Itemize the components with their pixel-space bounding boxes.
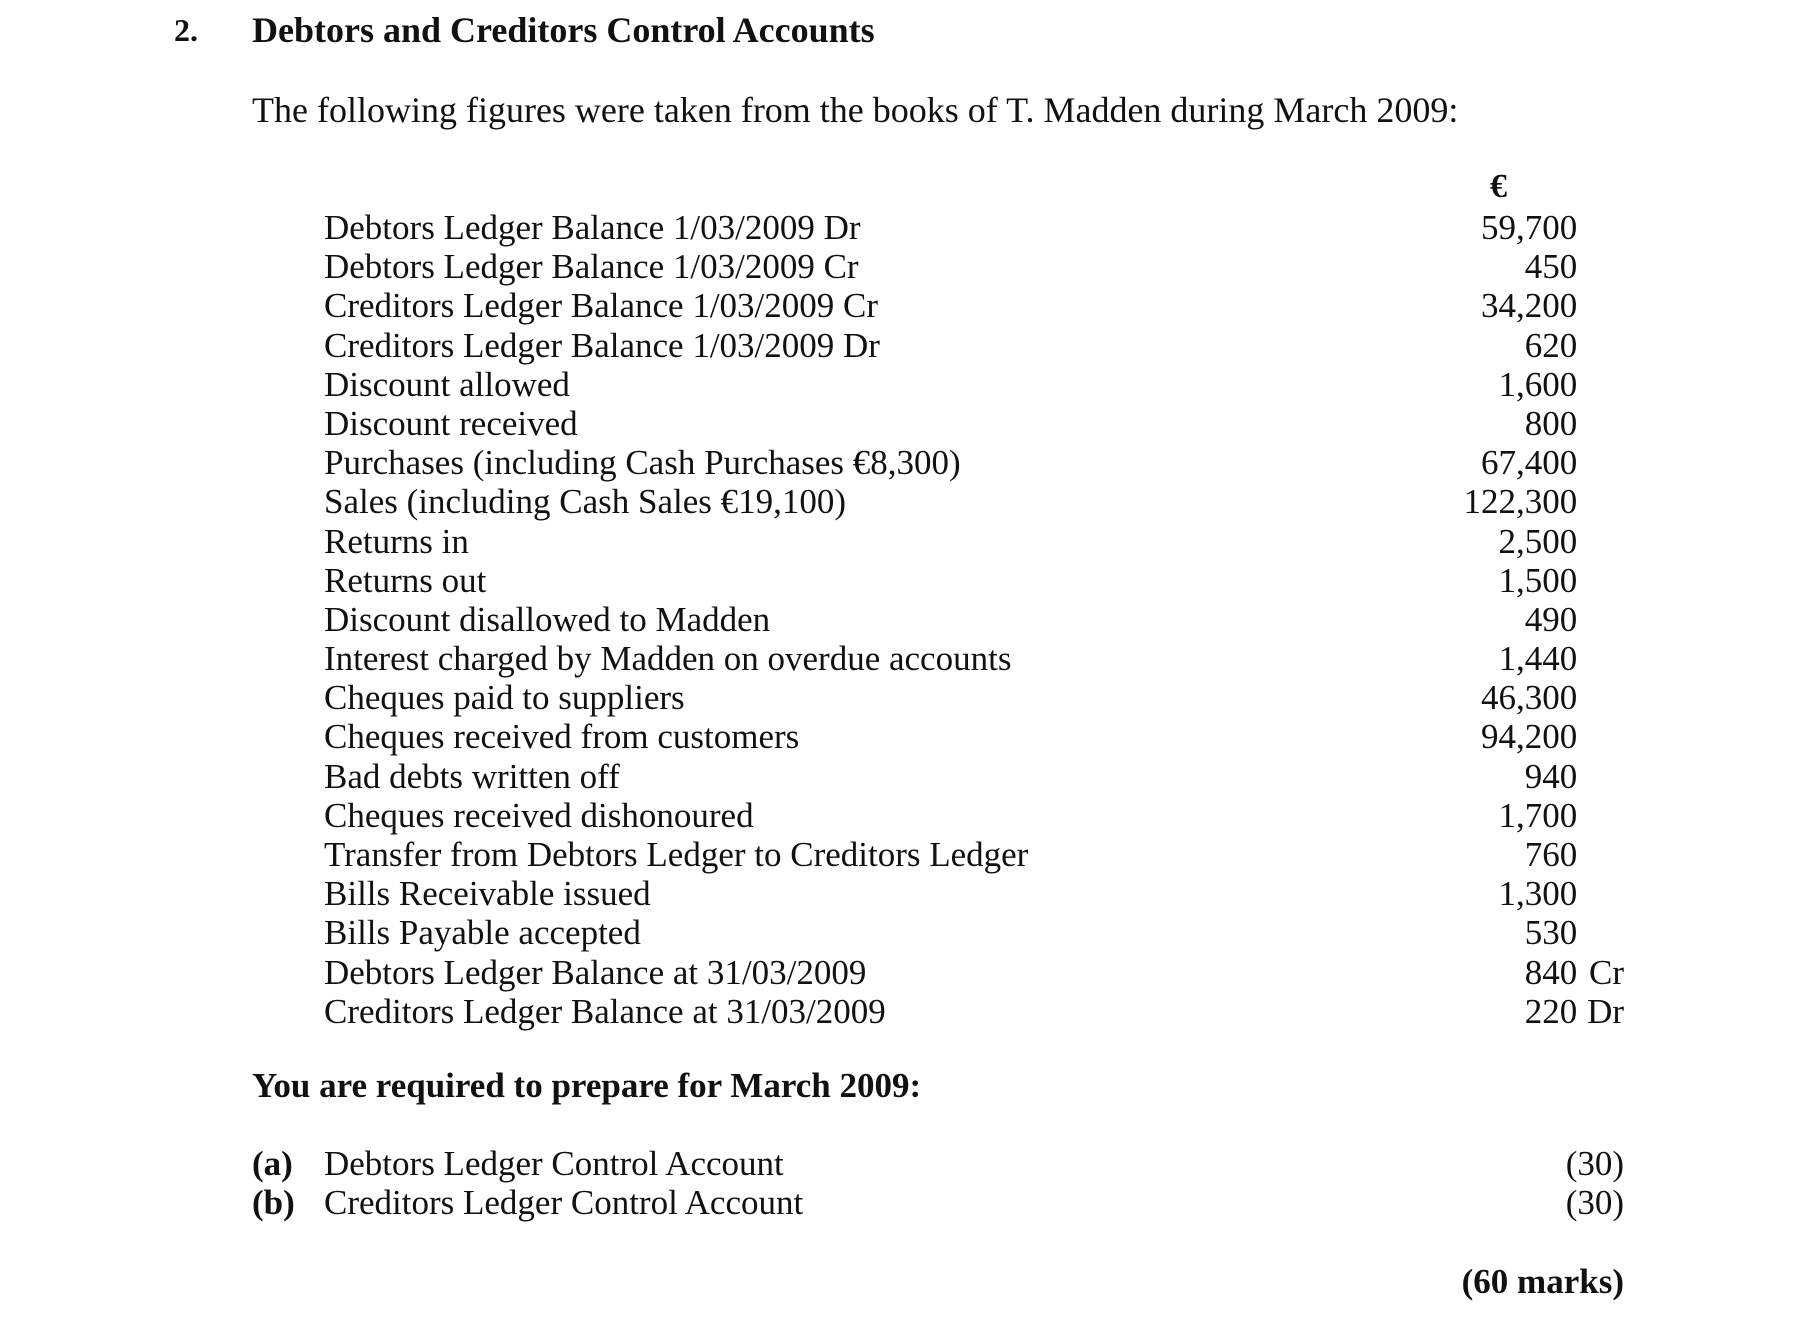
figure-row [324, 835, 1624, 874]
requirement-letter: (b) [252, 1183, 295, 1223]
requirements-list [252, 1144, 1624, 1222]
requirement-item [252, 1183, 1624, 1222]
figure-amount-suffix: Cr [1589, 952, 1624, 992]
figure-row [324, 404, 1624, 443]
figure-amount-value: 1,500 [1498, 560, 1578, 600]
figure-row [324, 208, 1624, 247]
figure-row [324, 913, 1624, 952]
figure-label: Debtors Ledger Balance at 31/03/2009 [324, 952, 867, 992]
figure-row [324, 600, 1624, 639]
figures-list [324, 208, 1624, 1031]
figure-label: Cheques received from customers [324, 717, 800, 757]
figure-amount [1324, 561, 1624, 600]
figure-row [324, 757, 1624, 796]
figure-label: Bad debts written off [324, 756, 620, 796]
figure-amount [1324, 953, 1624, 992]
figure-amount-value: 450 [1524, 247, 1578, 287]
figure-amount-value: 2,500 [1498, 521, 1578, 561]
figure-amount [1324, 404, 1624, 443]
figure-row [324, 953, 1624, 992]
figure-amount-value: 530 [1524, 913, 1578, 953]
figure-amount [1324, 600, 1624, 639]
figure-amount-value: 1,300 [1498, 874, 1578, 914]
question-number: 2. [174, 12, 198, 48]
currency-symbol: € [1490, 168, 1507, 205]
requirement-marks: (30) [1565, 1144, 1624, 1183]
requirement-marks: (30) [1565, 1183, 1624, 1223]
figure-label: Creditors Ledger Balance 1/03/2009 Cr [324, 286, 879, 326]
figure-amount-value: 94,200 [1481, 717, 1578, 757]
figure-amount-value: 940 [1524, 756, 1578, 796]
figure-row [324, 992, 1624, 1031]
figure-label: Returns out [324, 560, 487, 600]
figure-label: Creditors Ledger Balance 1/03/2009 Dr [324, 325, 880, 365]
figure-amount [1324, 757, 1624, 796]
figure-amount [1324, 678, 1624, 717]
figure-label: Discount allowed [324, 364, 570, 404]
figure-amount-suffix: Dr [1587, 991, 1624, 1031]
requirements-heading: You are required to prepare for March 2009: [252, 1066, 922, 1105]
requirement-letter: (a) [252, 1144, 293, 1183]
figure-amount [1324, 482, 1624, 521]
figure-label: Interest charged by Madden on overdue accounts [324, 639, 1012, 679]
figure-amount [1324, 326, 1624, 365]
figure-label: Debtors Ledger Balance 1/03/2009 Cr [324, 247, 859, 287]
figure-label: Bills Payable accepted [324, 913, 641, 953]
figure-amount-value: 1,440 [1498, 639, 1578, 679]
figure-label: Creditors Ledger Balance at 31/03/2009 [324, 991, 886, 1031]
figure-amount [1324, 286, 1624, 325]
figure-label: Sales (including Cash Sales €19,100) [324, 482, 847, 522]
figure-amount-value: 46,300 [1481, 678, 1578, 718]
total-marks: (60 marks) [1461, 1262, 1624, 1301]
figure-label: Discount received [324, 403, 578, 443]
figure-amount [1324, 247, 1624, 286]
figure-row [324, 247, 1624, 286]
figure-amount-value: 620 [1524, 325, 1578, 365]
figure-amount [1324, 913, 1624, 952]
figure-amount [1324, 443, 1624, 482]
figure-row [324, 286, 1624, 325]
figure-amount [1324, 717, 1624, 756]
figure-amount [1324, 365, 1624, 404]
figure-row [324, 522, 1624, 561]
figure-amount-value: 122,300 [1463, 482, 1578, 522]
figure-amount-value: 220 [1524, 991, 1578, 1031]
figure-amount [1324, 992, 1624, 1031]
figure-row [324, 796, 1624, 835]
requirement-item [252, 1144, 1624, 1183]
figure-row [324, 443, 1624, 482]
figure-amount-value: 34,200 [1481, 286, 1578, 326]
figure-row [324, 678, 1624, 717]
figure-label: Debtors Ledger Balance 1/03/2009 Dr [324, 208, 861, 247]
figure-amount-value: 490 [1524, 599, 1578, 639]
figure-row [324, 326, 1624, 365]
figure-amount [1324, 208, 1624, 247]
figure-row [324, 717, 1624, 756]
figure-row [324, 482, 1624, 521]
figure-row [324, 874, 1624, 913]
figure-amount-value: 1,700 [1498, 795, 1578, 835]
figure-amount [1324, 639, 1624, 678]
figure-amount-value: 800 [1524, 403, 1578, 443]
figure-amount [1324, 835, 1624, 874]
figure-label: Transfer from Debtors Ledger to Creditors Ledger [324, 835, 1029, 874]
figure-amount-value: 59,700 [1481, 208, 1578, 247]
requirement-text: Creditors Ledger Control Account [324, 1183, 804, 1223]
intro-text: The following figures were taken from the books of T. Madden during March 2009: [252, 90, 1459, 130]
figure-label: Bills Receivable issued [324, 874, 651, 914]
figure-label: Cheques received dishonoured [324, 795, 754, 835]
figure-amount-value: 760 [1524, 835, 1578, 874]
figure-row [324, 639, 1624, 678]
figure-amount [1324, 522, 1624, 561]
figure-label: Cheques paid to suppliers [324, 678, 685, 718]
figure-amount-value: 67,400 [1481, 443, 1578, 483]
figure-row [324, 561, 1624, 600]
figure-amount [1324, 874, 1624, 913]
figure-amount [1324, 796, 1624, 835]
requirement-text: Debtors Ledger Control Account [324, 1144, 784, 1183]
figure-amount-value: 1,600 [1498, 364, 1578, 404]
figure-label: Returns in [324, 521, 469, 561]
figure-label: Purchases (including Cash Purchases €8,300) [324, 443, 961, 483]
question-title: Debtors and Creditors Control Accounts [252, 10, 875, 50]
figure-row [324, 365, 1624, 404]
figure-amount-value: 840 [1524, 952, 1578, 992]
figure-label: Discount disallowed to Madden [324, 599, 771, 639]
